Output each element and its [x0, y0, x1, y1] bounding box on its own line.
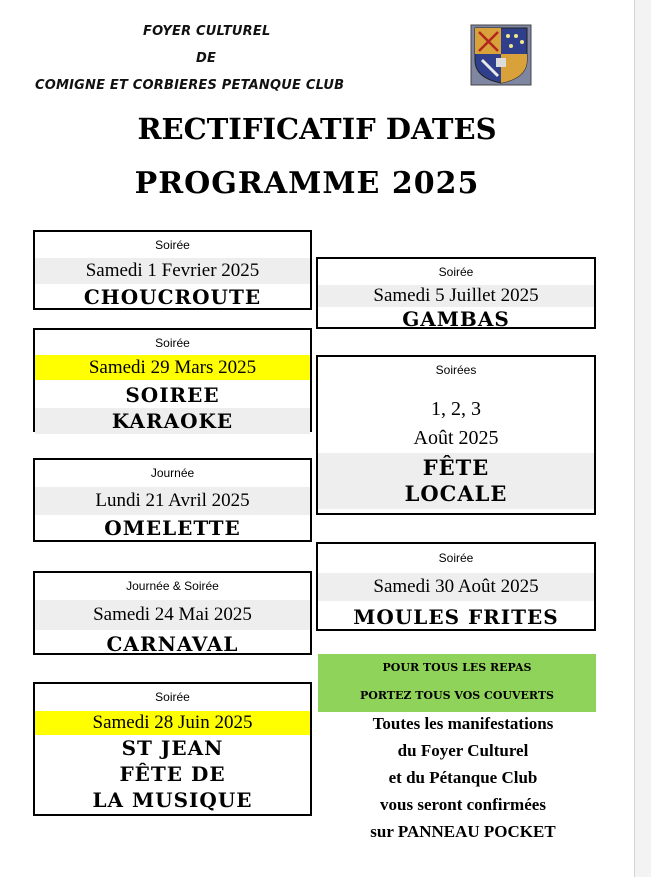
footer-line-5: sur PANNEAU POCKET — [370, 822, 556, 841]
event-type: Soirée — [155, 690, 190, 704]
event-card-gambas — [316, 257, 596, 329]
event-title-line-2: FÊTE DE — [119, 762, 226, 786]
event-card-choucroute — [33, 230, 312, 310]
event-date: Samedi 5 Juillet 2025 — [318, 285, 594, 307]
event-title-block — [318, 453, 594, 509]
event-date-highlighted: Samedi 28 Juin 2025 — [35, 711, 310, 735]
title-rectificatif: RECTIFICATIF DATES — [137, 112, 497, 146]
event-type: Soirée — [438, 551, 474, 565]
footer-line-1: Toutes les manifestations — [372, 714, 554, 733]
event-date: Samedi 30 Août 2025 — [318, 573, 594, 601]
event-title: MOULES FRITES — [353, 605, 559, 629]
event-date: Samedi 1 Fevrier 2025 — [35, 258, 310, 284]
footer-line-4: vous seront confirmées — [380, 795, 546, 814]
notice-line-2: PORTEZ TOUS VOS COUVERTS — [360, 689, 554, 702]
coat-of-arms-logo — [470, 24, 532, 86]
event-title: CHOUCROUTE — [83, 285, 262, 309]
footer-line-3: et du Pétanque Club — [388, 768, 538, 787]
event-card-saint-jean — [33, 682, 312, 816]
event-title-line-1: ST JEAN — [121, 736, 224, 760]
footer-note — [318, 710, 608, 845]
event-title: CARNAVAL — [106, 632, 239, 656]
event-date: Lundi 21 Avril 2025 — [35, 487, 310, 515]
event-type: Soirée — [438, 265, 474, 279]
event-title-line-3: LA MUSIQUE — [92, 788, 253, 812]
event-type: Soirée — [155, 238, 190, 252]
event-title-line-2: KARAOKE — [35, 408, 310, 434]
event-card-moules-frites — [316, 542, 596, 631]
header-line-3: COMIGNE ET CORBIERES PETANQUE CLUB — [35, 78, 345, 93]
event-type: Journée — [150, 466, 195, 480]
event-date-highlighted: Samedi 29 Mars 2025 — [35, 355, 310, 380]
event-dates-days: 1, 2, 3 — [431, 398, 481, 420]
event-title-line-1: FÊTE — [422, 455, 490, 480]
event-title-line-2: LOCALE — [404, 481, 508, 506]
header-line-1: FOYER CULTUREL — [143, 24, 271, 39]
event-date: Samedi 24 Mai 2025 — [35, 600, 310, 630]
footer-line-2: du Foyer Culturel — [397, 741, 529, 760]
event-dates-month: Août 2025 — [413, 427, 499, 449]
event-title-line-1: SOIREE — [125, 383, 220, 407]
event-card-carnaval — [33, 571, 312, 655]
event-title: OMELETTE — [104, 516, 241, 540]
event-card-fete-locale — [316, 355, 596, 515]
event-type: Journée & Soirée — [126, 579, 219, 593]
notice-line-1: POUR TOUS LES REPAS — [382, 661, 532, 674]
header-line-2: DE — [196, 51, 217, 66]
event-type: Soirées — [435, 363, 477, 377]
event-type: Soirée — [155, 336, 190, 350]
event-card-omelette — [33, 458, 312, 542]
title-programme: PROGRAMME 2025 — [134, 166, 480, 201]
event-title: GAMBAS — [402, 307, 510, 331]
notice-banner — [318, 654, 596, 712]
event-card-karaoke — [33, 328, 312, 432]
